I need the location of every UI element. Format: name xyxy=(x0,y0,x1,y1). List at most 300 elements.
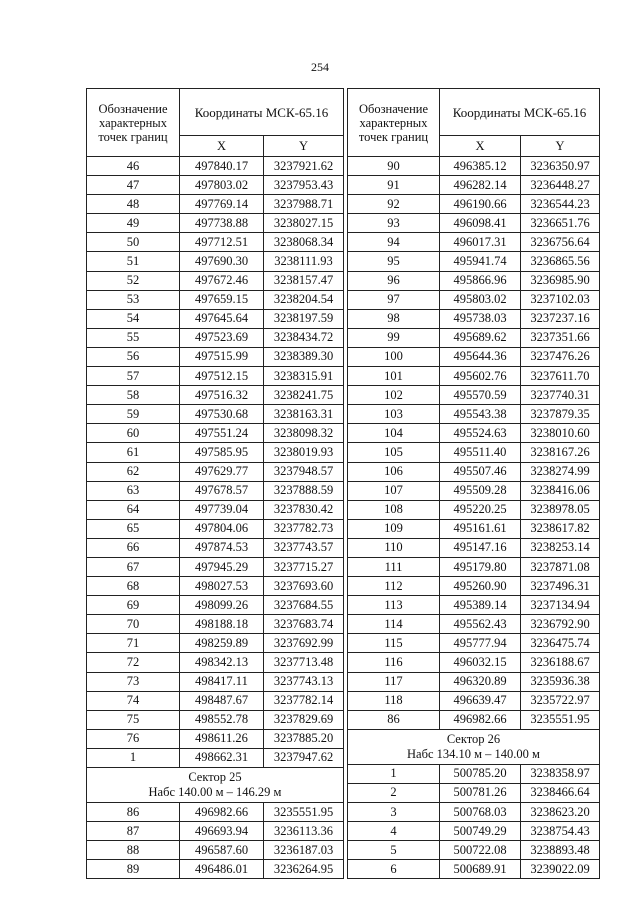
y-coord-cell: 3237743.13 xyxy=(264,672,344,691)
y-coord-cell: 3238617.82 xyxy=(521,519,600,538)
table-row xyxy=(87,748,344,767)
x-coord-cell: 497645.64 xyxy=(180,309,264,328)
x-coord-cell: 496320.89 xyxy=(440,672,521,691)
table-row xyxy=(87,615,344,634)
y-coord-cell: 3237871.08 xyxy=(521,557,600,576)
point-id-cell: 70 xyxy=(87,615,180,634)
table-row xyxy=(87,462,344,481)
sector-header xyxy=(87,768,344,803)
point-id-cell: 99 xyxy=(348,328,440,347)
table-row xyxy=(87,577,344,596)
y-coord-cell: 3235936.38 xyxy=(521,672,600,691)
table-row xyxy=(348,367,600,386)
x-coord-cell: 495777.94 xyxy=(440,634,521,653)
y-coord-cell: 3236792.90 xyxy=(521,615,600,634)
sector-header-row xyxy=(348,729,600,764)
y-coord-cell: 3237947.62 xyxy=(264,748,344,767)
sector-height-range: Набс 134.10 м – 140.00 м xyxy=(407,746,540,761)
table-row xyxy=(348,538,600,557)
x-coord-cell: 495543.38 xyxy=(440,405,521,424)
table-row xyxy=(348,214,600,233)
point-id-cell: 6 xyxy=(348,860,440,879)
y-coord-cell: 3237953.43 xyxy=(264,176,344,195)
x-coord-cell: 496017.31 xyxy=(440,233,521,252)
point-id-cell: 109 xyxy=(348,519,440,538)
x-coord-cell: 500749.29 xyxy=(440,822,521,841)
x-coord-cell: 498027.53 xyxy=(180,577,264,596)
table-row xyxy=(87,443,344,462)
table-row xyxy=(348,822,600,841)
x-coord-cell: 500722.08 xyxy=(440,841,521,860)
y-coord-cell: 3235722.97 xyxy=(521,691,600,710)
point-id-cell: 110 xyxy=(348,538,440,557)
x-coord-cell: 498188.18 xyxy=(180,615,264,634)
table-row xyxy=(348,764,600,783)
table-row xyxy=(348,233,600,252)
table-row xyxy=(87,860,344,879)
x-header: X xyxy=(180,136,264,157)
x-coord-cell: 495941.74 xyxy=(440,252,521,271)
sector-title: Сектор 25 xyxy=(188,770,242,784)
point-id-cell: 97 xyxy=(348,290,440,309)
point-id-cell: 2 xyxy=(348,783,440,802)
point-id-cell: 50 xyxy=(87,233,180,252)
table-row xyxy=(348,803,600,822)
x-coord-cell: 496032.15 xyxy=(440,653,521,672)
point-header: Обозначение характерных точек границ xyxy=(87,89,180,157)
y-coord-cell: 3238010.60 xyxy=(521,424,600,443)
point-id-cell: 48 xyxy=(87,195,180,214)
point-id-cell: 74 xyxy=(87,691,180,710)
table-row xyxy=(348,405,600,424)
x-coord-cell: 496587.60 xyxy=(180,841,264,860)
point-id-cell: 52 xyxy=(87,271,180,290)
x-coord-cell: 495179.80 xyxy=(440,557,521,576)
point-id-cell: 58 xyxy=(87,386,180,405)
table-row xyxy=(87,710,344,729)
y-coord-cell: 3237611.70 xyxy=(521,367,600,386)
x-coord-cell: 495738.03 xyxy=(440,309,521,328)
x-coord-cell: 497769.14 xyxy=(180,195,264,214)
y-coord-cell: 3236985.90 xyxy=(521,271,600,290)
y-coord-cell: 3238157.47 xyxy=(264,271,344,290)
point-id-cell: 62 xyxy=(87,462,180,481)
y-coord-cell: 3237692.99 xyxy=(264,634,344,653)
point-id-cell: 55 xyxy=(87,328,180,347)
table-row xyxy=(348,860,600,879)
y-coord-cell: 3238893.48 xyxy=(521,841,600,860)
y-coord-cell: 3236188.67 xyxy=(521,653,600,672)
x-coord-cell: 498342.13 xyxy=(180,653,264,672)
y-coord-cell: 3238389.30 xyxy=(264,347,344,366)
x-coord-cell: 497738.88 xyxy=(180,214,264,233)
point-id-cell: 61 xyxy=(87,443,180,462)
table-row xyxy=(87,634,344,653)
x-coord-cell: 498259.89 xyxy=(180,634,264,653)
point-id-cell: 76 xyxy=(87,729,180,748)
point-id-cell: 3 xyxy=(348,803,440,822)
point-id-cell: 92 xyxy=(348,195,440,214)
x-coord-cell: 496385.12 xyxy=(440,157,521,176)
y-coord-cell: 3236475.74 xyxy=(521,634,600,653)
x-coord-cell: 495803.02 xyxy=(440,290,521,309)
y-coord-cell: 3236187.03 xyxy=(264,841,344,860)
table-row xyxy=(87,803,344,822)
x-coord-cell: 497874.53 xyxy=(180,538,264,557)
y-coord-cell: 3236865.56 xyxy=(521,252,600,271)
sector-title: Сектор 26 xyxy=(446,731,501,746)
x-coord-cell: 495602.76 xyxy=(440,367,521,386)
point-id-cell: 113 xyxy=(348,596,440,615)
y-coord-cell: 3237888.59 xyxy=(264,481,344,500)
point-id-cell: 49 xyxy=(87,214,180,233)
y-coord-cell: 3236544.23 xyxy=(521,195,600,214)
y-coord-cell: 3235551.95 xyxy=(521,710,600,729)
point-id-cell: 56 xyxy=(87,347,180,366)
y-coord-cell: 3238978.05 xyxy=(521,500,600,519)
y-coord-cell: 3237988.71 xyxy=(264,195,344,214)
table-row xyxy=(87,290,344,309)
point-id-cell: 57 xyxy=(87,367,180,386)
sector-height-range: Набс 140.00 м – 146.29 м xyxy=(148,785,282,799)
x-coord-cell: 498099.26 xyxy=(180,596,264,615)
y-coord-cell: 3237715.27 xyxy=(264,557,344,576)
x-coord-cell: 498552.78 xyxy=(180,710,264,729)
y-coord-cell: 3237885.20 xyxy=(264,729,344,748)
x-coord-cell: 498662.31 xyxy=(180,748,264,767)
table-row xyxy=(348,347,600,366)
point-id-cell: 68 xyxy=(87,577,180,596)
y-coord-cell: 3237693.60 xyxy=(264,577,344,596)
x-coord-cell: 495260.90 xyxy=(440,577,521,596)
point-id-cell: 106 xyxy=(348,462,440,481)
point-id-cell: 86 xyxy=(87,803,180,822)
x-coord-cell: 498611.26 xyxy=(180,729,264,748)
x-coord-cell: 497530.68 xyxy=(180,405,264,424)
y-coord-cell: 3238241.75 xyxy=(264,386,344,405)
point-id-cell: 101 xyxy=(348,367,440,386)
table-row xyxy=(348,519,600,538)
y-coord-cell: 3237134.94 xyxy=(521,596,600,615)
x-coord-cell: 495509.28 xyxy=(440,481,521,500)
y-coord-cell: 3237496.31 xyxy=(521,577,600,596)
y-coord-cell: 3238204.54 xyxy=(264,290,344,309)
table-row xyxy=(87,672,344,691)
x-coord-cell: 496693.94 xyxy=(180,822,264,841)
x-coord-cell: 498417.11 xyxy=(180,672,264,691)
table-row xyxy=(348,596,600,615)
x-coord-cell: 496282.14 xyxy=(440,176,521,195)
point-header: Обозначение характерных точек границ xyxy=(348,89,440,157)
table-row xyxy=(87,195,344,214)
x-coord-cell: 500689.91 xyxy=(440,860,521,879)
x-coord-cell: 495524.63 xyxy=(440,424,521,443)
coord-system-header: Координаты МСК-65.16 xyxy=(180,89,344,136)
point-id-cell: 94 xyxy=(348,233,440,252)
point-id-cell: 47 xyxy=(87,176,180,195)
x-coord-cell: 495220.25 xyxy=(440,500,521,519)
point-id-cell: 72 xyxy=(87,653,180,672)
x-coord-cell: 497516.32 xyxy=(180,386,264,405)
point-id-cell: 1 xyxy=(87,748,180,767)
table-row xyxy=(87,309,344,328)
table-row xyxy=(348,783,600,802)
table-row xyxy=(87,424,344,443)
table-row xyxy=(348,424,600,443)
table-row xyxy=(87,653,344,672)
point-id-cell: 115 xyxy=(348,634,440,653)
point-id-cell: 88 xyxy=(87,841,180,860)
point-id-cell: 107 xyxy=(348,481,440,500)
y-coord-cell: 3236350.97 xyxy=(521,157,600,176)
x-coord-cell: 497672.46 xyxy=(180,271,264,290)
table-row xyxy=(87,729,344,748)
table-row xyxy=(348,252,600,271)
table-row xyxy=(348,290,600,309)
point-id-cell: 1 xyxy=(348,764,440,783)
point-id-cell: 63 xyxy=(87,481,180,500)
x-coord-cell: 495507.46 xyxy=(440,462,521,481)
table-row xyxy=(348,157,600,176)
point-id-cell: 69 xyxy=(87,596,180,615)
point-id-cell: 66 xyxy=(87,538,180,557)
x-coord-cell: 497523.69 xyxy=(180,328,264,347)
point-id-cell: 86 xyxy=(348,710,440,729)
x-header: X xyxy=(440,136,521,157)
y-coord-cell: 3237921.62 xyxy=(264,157,344,176)
x-coord-cell: 495161.61 xyxy=(440,519,521,538)
table-row xyxy=(87,596,344,615)
point-id-cell: 114 xyxy=(348,615,440,634)
y-coord-cell: 3235551.95 xyxy=(264,803,344,822)
x-coord-cell: 495147.16 xyxy=(440,538,521,557)
y-coord-cell: 3238358.97 xyxy=(521,764,600,783)
x-coord-cell: 497739.04 xyxy=(180,500,264,519)
table-row xyxy=(348,577,600,596)
y-coord-cell: 3237683.74 xyxy=(264,615,344,634)
x-coord-cell: 496190.66 xyxy=(440,195,521,214)
point-id-cell: 65 xyxy=(87,519,180,538)
y-coord-cell: 3238416.06 xyxy=(521,481,600,500)
x-coord-cell: 495389.14 xyxy=(440,596,521,615)
x-coord-cell: 497712.51 xyxy=(180,233,264,252)
table-row xyxy=(348,500,600,519)
y-coord-cell: 3236448.27 xyxy=(521,176,600,195)
y-coord-cell: 3238253.14 xyxy=(521,538,600,557)
table-row xyxy=(87,271,344,290)
x-coord-cell: 495511.40 xyxy=(440,443,521,462)
point-id-cell: 118 xyxy=(348,691,440,710)
y-coord-cell: 3238623.20 xyxy=(521,803,600,822)
y-coord-cell: 3238197.59 xyxy=(264,309,344,328)
y-coord-cell: 3238167.26 xyxy=(521,443,600,462)
x-coord-cell: 497678.57 xyxy=(180,481,264,500)
y-coord-cell: 3237476.26 xyxy=(521,347,600,366)
point-id-cell: 59 xyxy=(87,405,180,424)
table-row xyxy=(87,176,344,195)
table-row xyxy=(87,822,344,841)
y-coord-cell: 3236264.95 xyxy=(264,860,344,879)
point-id-cell: 54 xyxy=(87,309,180,328)
y-coord-cell: 3236756.64 xyxy=(521,233,600,252)
table-row xyxy=(348,634,600,653)
table-row xyxy=(87,691,344,710)
table-row xyxy=(348,462,600,481)
table-row xyxy=(348,481,600,500)
y-coord-cell: 3238068.34 xyxy=(264,233,344,252)
x-coord-cell: 498487.67 xyxy=(180,691,264,710)
y-coord-cell: 3237782.14 xyxy=(264,691,344,710)
point-id-cell: 116 xyxy=(348,653,440,672)
coordinates-table-right xyxy=(347,88,600,879)
x-coord-cell: 497515.99 xyxy=(180,347,264,366)
y-coord-cell: 3237713.48 xyxy=(264,653,344,672)
x-coord-cell: 497804.06 xyxy=(180,519,264,538)
point-id-cell: 108 xyxy=(348,500,440,519)
point-id-cell: 46 xyxy=(87,157,180,176)
y-coord-cell: 3238434.72 xyxy=(264,328,344,347)
table-body xyxy=(87,157,344,879)
y-coord-cell: 3236113.36 xyxy=(264,822,344,841)
x-coord-cell: 496639.47 xyxy=(440,691,521,710)
point-id-cell: 117 xyxy=(348,672,440,691)
point-id-cell: 111 xyxy=(348,557,440,576)
x-coord-cell: 497840.17 xyxy=(180,157,264,176)
point-id-cell: 105 xyxy=(348,443,440,462)
y-coord-cell: 3238019.93 xyxy=(264,443,344,462)
point-id-cell: 53 xyxy=(87,290,180,309)
y-coord-cell: 3237829.69 xyxy=(264,710,344,729)
x-coord-cell: 496982.66 xyxy=(440,710,521,729)
sector-header-row xyxy=(87,768,344,803)
table-row xyxy=(87,841,344,860)
y-header: Y xyxy=(264,136,344,157)
table-row xyxy=(87,557,344,576)
y-coord-cell: 3237879.35 xyxy=(521,405,600,424)
sector-header xyxy=(348,729,600,764)
x-coord-cell: 497585.95 xyxy=(180,443,264,462)
table-row xyxy=(348,653,600,672)
point-id-cell: 73 xyxy=(87,672,180,691)
table-row xyxy=(348,386,600,405)
table-row xyxy=(348,672,600,691)
point-id-cell: 64 xyxy=(87,500,180,519)
x-coord-cell: 496098.41 xyxy=(440,214,521,233)
y-coord-cell: 3238098.32 xyxy=(264,424,344,443)
table-row xyxy=(348,328,600,347)
table-row xyxy=(87,386,344,405)
table-row xyxy=(87,500,344,519)
table-row xyxy=(87,367,344,386)
point-id-cell: 5 xyxy=(348,841,440,860)
table-body xyxy=(348,157,600,879)
x-coord-cell: 500768.03 xyxy=(440,803,521,822)
point-id-cell: 67 xyxy=(87,557,180,576)
x-coord-cell: 496486.01 xyxy=(180,860,264,879)
x-coord-cell: 497659.15 xyxy=(180,290,264,309)
table-row xyxy=(87,347,344,366)
x-coord-cell: 495866.96 xyxy=(440,271,521,290)
point-id-cell: 4 xyxy=(348,822,440,841)
point-id-cell: 91 xyxy=(348,176,440,195)
y-coord-cell: 3237740.31 xyxy=(521,386,600,405)
y-coord-cell: 3237237.16 xyxy=(521,309,600,328)
table-row xyxy=(87,214,344,233)
y-coord-cell: 3237351.66 xyxy=(521,328,600,347)
table-row xyxy=(348,615,600,634)
point-id-cell: 98 xyxy=(348,309,440,328)
point-id-cell: 75 xyxy=(87,710,180,729)
y-coord-cell: 3238466.64 xyxy=(521,783,600,802)
point-id-cell: 96 xyxy=(348,271,440,290)
x-coord-cell: 495562.43 xyxy=(440,615,521,634)
y-coord-cell: 3237830.42 xyxy=(264,500,344,519)
x-coord-cell: 497690.30 xyxy=(180,252,264,271)
y-coord-cell: 3236651.76 xyxy=(521,214,600,233)
x-coord-cell: 497945.29 xyxy=(180,557,264,576)
y-coord-cell: 3238111.93 xyxy=(264,252,344,271)
table-row xyxy=(87,328,344,347)
y-coord-cell: 3239022.09 xyxy=(521,860,600,879)
point-id-cell: 104 xyxy=(348,424,440,443)
y-header: Y xyxy=(521,136,600,157)
y-coord-cell: 3237102.03 xyxy=(521,290,600,309)
point-id-cell: 51 xyxy=(87,252,180,271)
point-id-cell: 60 xyxy=(87,424,180,443)
table-row xyxy=(348,443,600,462)
table-row xyxy=(348,710,600,729)
table-row xyxy=(87,157,344,176)
x-coord-cell: 500781.26 xyxy=(440,783,521,802)
coord-system-header: Координаты МСК-65.16 xyxy=(440,89,600,136)
table-row xyxy=(348,691,600,710)
point-id-cell: 112 xyxy=(348,577,440,596)
y-coord-cell: 3238315.91 xyxy=(264,367,344,386)
point-id-cell: 87 xyxy=(87,822,180,841)
point-id-cell: 90 xyxy=(348,157,440,176)
x-coord-cell: 500785.20 xyxy=(440,764,521,783)
coordinates-table-left xyxy=(86,88,344,879)
y-coord-cell: 3237684.55 xyxy=(264,596,344,615)
table-row xyxy=(348,841,600,860)
x-coord-cell: 497512.15 xyxy=(180,367,264,386)
x-coord-cell: 495644.36 xyxy=(440,347,521,366)
x-coord-cell: 497803.02 xyxy=(180,176,264,195)
table-row xyxy=(87,252,344,271)
x-coord-cell: 495689.62 xyxy=(440,328,521,347)
x-coord-cell: 497629.77 xyxy=(180,462,264,481)
table-row xyxy=(348,309,600,328)
point-id-cell: 95 xyxy=(348,252,440,271)
y-coord-cell: 3237743.57 xyxy=(264,538,344,557)
y-coord-cell: 3238163.31 xyxy=(264,405,344,424)
table-row xyxy=(87,481,344,500)
y-coord-cell: 3238027.15 xyxy=(264,214,344,233)
table-row xyxy=(348,557,600,576)
table-row xyxy=(87,405,344,424)
table-row xyxy=(87,233,344,252)
table-row xyxy=(348,271,600,290)
table-row xyxy=(87,519,344,538)
y-coord-cell: 3237782.73 xyxy=(264,519,344,538)
point-id-cell: 102 xyxy=(348,386,440,405)
table-row xyxy=(348,176,600,195)
point-id-cell: 93 xyxy=(348,214,440,233)
point-id-cell: 89 xyxy=(87,860,180,879)
table-row xyxy=(348,195,600,214)
y-coord-cell: 3238274.99 xyxy=(521,462,600,481)
x-coord-cell: 496982.66 xyxy=(180,803,264,822)
